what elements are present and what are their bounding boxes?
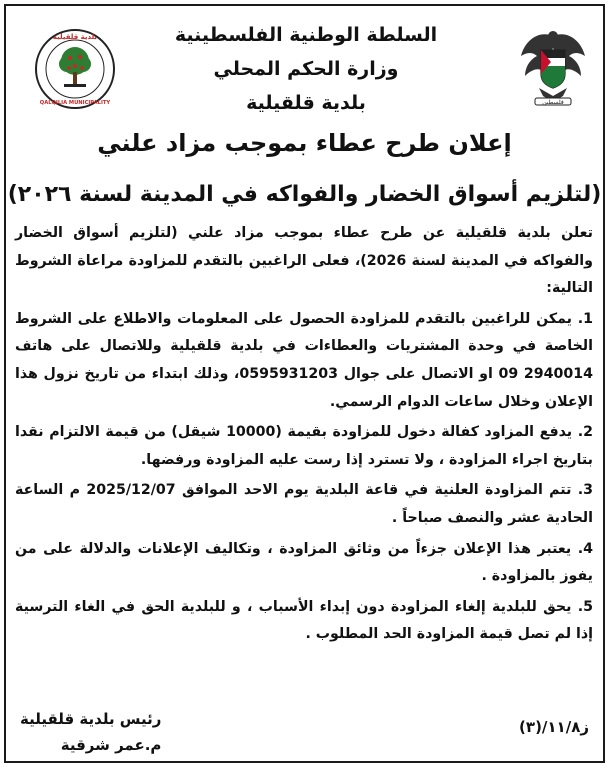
condition-1: 1. يمكن للراغبين بالتقدم للمزاودة الحصول على المعلومات والاطلاع على الشروط الخاصة في وحدة المشتريات والعطاءات في بلدية قلقيلية وللاتصال على هاتف 2940014 09 او الاتصال على جوال 0595931203، وذلك ابتداء من تاريخ نزول هذا الإعلان وخلال ساعات الدوام الرسمي. [15, 310, 593, 410]
logo-arabic-name: بلدية قلقيلية [52, 33, 98, 41]
palestinian-eagle-emblem-icon [517, 26, 589, 108]
announcement-content [6, 6, 603, 761]
header [126, 18, 486, 120]
announcement-frame [4, 4, 605, 763]
condition-5: 5. يحق للبلدية إلغاء المزاودة دون إبداء الأسباب ، و للبلدية الحق في الغاء الترسية إذا لم تصل قيمة المزاودة الحد المطلوب . [15, 598, 593, 643]
reference-number: ز١١/٨/(٣) [519, 718, 589, 736]
announcement-subtitle: (لتلزيم أسواق الخضار والفواكه في المدينة لسنة ٢٠٢٦) [7, 182, 602, 207]
announcement-body [15, 220, 593, 652]
signature-block [20, 706, 161, 758]
logo-english-name: QALQILIA MUNICIPALITY [39, 100, 111, 106]
header-ministry: وزارة الحكم المحلي [213, 58, 399, 80]
header-authority: السلطة الوطنية الفلسطينية [174, 24, 438, 46]
signature-name: م.عمر شرقية [60, 736, 162, 754]
qalqilia-municipality-logo-icon [34, 28, 116, 110]
signature-title: رئيس بلدية قلقيلية [20, 710, 162, 728]
condition-3: 3. تتم المزاودة العلنية في قاعة البلدية يوم الاحد الموافق 2025/12/07 م الساعة الحادية عشر والنصف صباحاً . [15, 482, 594, 526]
condition-4: 4. يعتبر هذا الإعلان جزءاً من وثائق المزاودة ، وتكاليف الإعلانات والدلالة على من يفوز بالمزاودة . [15, 540, 593, 585]
emblem-caption: فلسطين [542, 99, 564, 106]
announcement-title: إعلان طرح عطاء بموجب مزاد علني [97, 129, 512, 157]
condition-2: 2. يدفع المزاود كفالة دخول للمزاودة بقيمة (10000 شيقل) من قيمة الالتزام نقدا بتاريخ اجراء المزاودة ، ولا تسترد إذا رست عليه المزاودة ورفضها. [15, 424, 593, 468]
header-municipality: بلدية قلقيلية [246, 92, 366, 114]
intro-paragraph: تعلن بلدية قلقيلية عن طرح عطاء بموجب مزاد علني (لتلزيم أسواق الخضار والفواكه في المدينة لسنة 2026)، فعلى الراغبين بالتقدم للمزاودة مراعاة الشروط التالية: [15, 225, 593, 297]
